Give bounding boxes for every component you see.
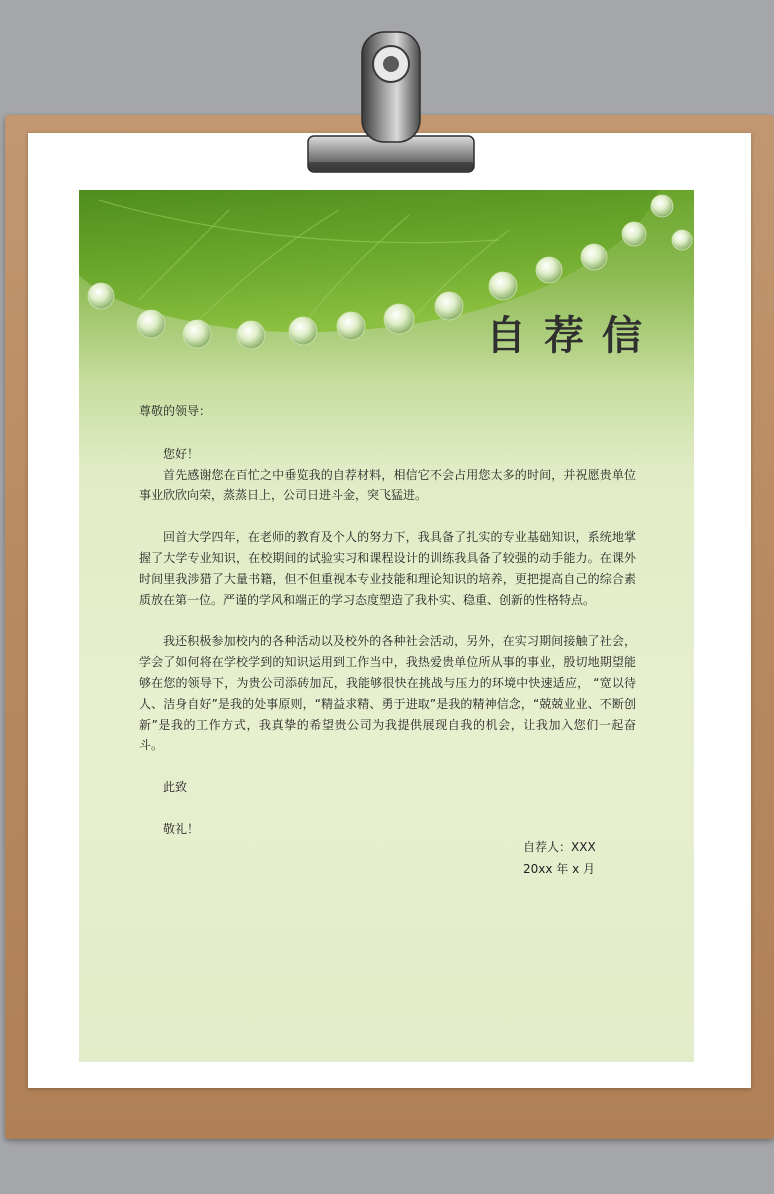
letter-title: 自荐信 [486, 313, 660, 359]
date: 20xx 年 x 月 [523, 862, 596, 876]
greeting: 您好！ [163, 446, 200, 461]
paragraph-1: 首先感谢您在百忙之中垂览我的自荐材料，相信它不会占用您太多的时间，并祝愿贵单位事业欣欣向荣，蒸蒸日上，公司日进斗金，突飞猛进。 [139, 467, 636, 503]
closing-ci-zhi: 此致 [163, 780, 188, 795]
salutation: 尊敬的领导： [139, 404, 212, 418]
closing-jing-li: 敬礼！ [163, 821, 200, 836]
paragraph-2: 回首大学四年，在老师的教育及个人的努力下，我具备了扎实的专业基础知识，系统地掌握了大学专业知识，在校期间的试验实习和课程设计的训练我具备了较强的动手能力。在课外时间里我涉猎了大量书籍，但不但重视本专业技能和理论知识的培养，更把提高自己的综合素质放在第一位。严谨的学风和端正的学习态度塑造了我朴实、稳重、创新的性格特点。 [139, 530, 636, 607]
letter-page [79, 190, 694, 1062]
letter-body [139, 401, 636, 840]
binder-clip-icon [306, 24, 476, 176]
paragraph-3: 我还积极参加校内的各种活动以及校外的各种社会活动，另外，在实习期间接触了社会，学会了如何将在学校学到的知识运用到工作当中，我热爱贵单位所从事的事业，殷切地期望能够在您的领导下，为贵公司添砖加瓦，我能够很快在挑战与压力的环境中快速适应， “宽以待人、洁身自好”是我的处事原则，“精益求精、勇于进取”是我的精神信念，“兢兢业业、不断创新”是我的工作方式，我真挚的希望贵公司为我提供展现自我的机会，让我加入您们一起奋斗。 [139, 634, 636, 753]
signature: 自荐人：XXX [523, 840, 596, 854]
